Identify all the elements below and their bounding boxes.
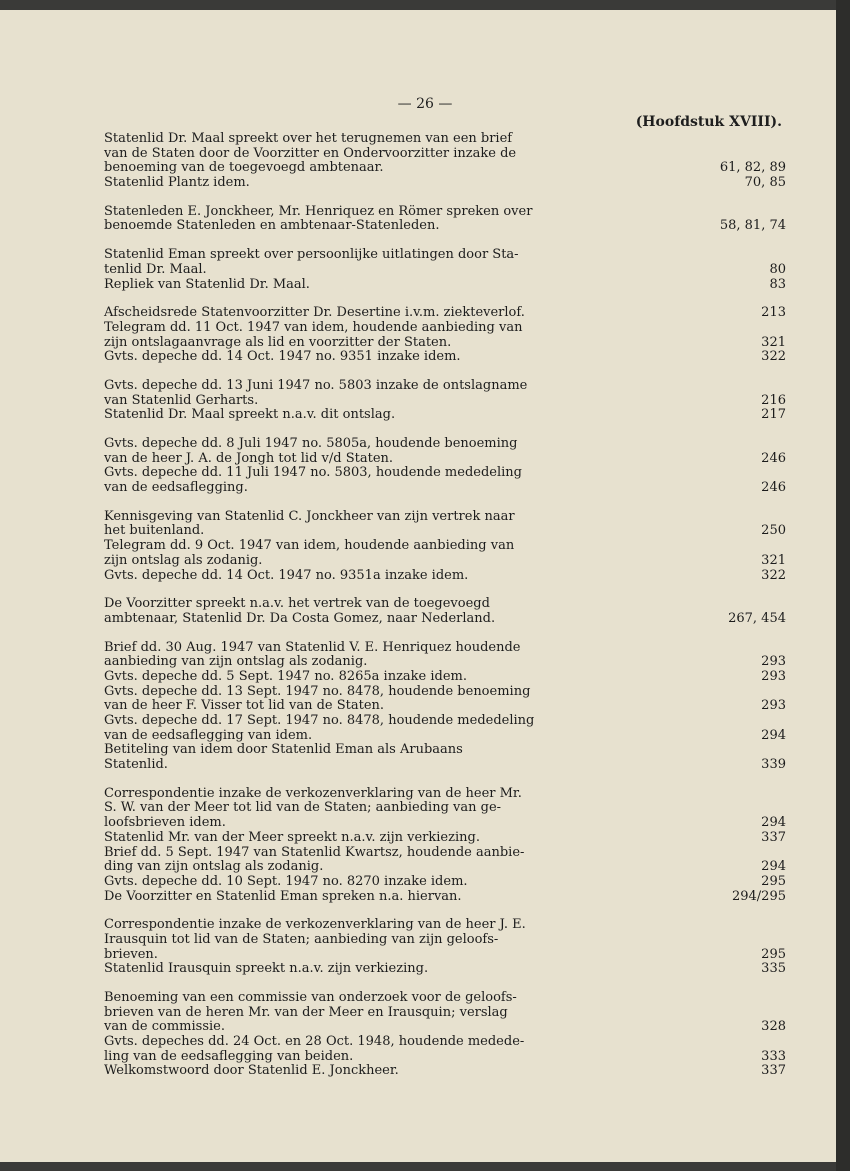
entry-text: Welkomstwoord door Statenlid E. Jonckheer. bbox=[104, 1063, 399, 1079]
page-reference: 80 bbox=[769, 261, 786, 277]
entry-text: van de heer F. Visser tot lid van de Staten. bbox=[104, 698, 385, 714]
entry-line bbox=[104, 350, 786, 365]
entry-line bbox=[104, 394, 786, 409]
entry-line bbox=[104, 1050, 786, 1065]
entry-line bbox=[104, 655, 786, 670]
entry-line bbox=[104, 466, 786, 481]
page-reference: 83 bbox=[769, 276, 786, 292]
entry-text: brieven. bbox=[104, 946, 158, 962]
entry-text: Telegram dd. 11 Oct. 1947 van idem, houdende aanbieding van bbox=[104, 319, 523, 335]
index-entry bbox=[104, 641, 786, 773]
entry-text: van de eedsaflegging van idem. bbox=[104, 727, 313, 743]
entry-line bbox=[104, 306, 786, 321]
entry-line bbox=[104, 132, 786, 147]
page-reference: 335 bbox=[761, 961, 786, 977]
entry-text: Afscheidsrede Statenvoorzitter Dr. Desertine i.v.m. ziekteverlof. bbox=[104, 305, 525, 321]
scan-edge bbox=[836, 0, 850, 1171]
index-entry bbox=[104, 510, 786, 583]
page-reference: 250 bbox=[761, 523, 786, 539]
entry-text: Statenleden E. Jonckheer, Mr. Henriquez en Römer spreken over bbox=[104, 203, 533, 219]
entry-line bbox=[104, 539, 786, 554]
entry-line bbox=[104, 758, 786, 773]
entry-line bbox=[104, 219, 786, 234]
page-reference: 246 bbox=[761, 450, 786, 466]
entry-line bbox=[104, 860, 786, 875]
page-number: — 26 — bbox=[397, 96, 453, 112]
entry-text: van de Staten door de Voorzitter en Ondervoorzitter inzake de bbox=[104, 145, 517, 161]
entry-text: Brief dd. 30 Aug. 1947 van Statenlid V. E. Henriquez houdende bbox=[104, 639, 521, 655]
entry-text: Benoeming van een commissie van onderzoek voor de geloofs- bbox=[104, 990, 517, 1005]
entry-line bbox=[104, 641, 786, 656]
entry-text: van de commissie. bbox=[104, 1019, 225, 1035]
index-entry bbox=[104, 918, 786, 977]
entry-text: ding van zijn ontslag als zodanig. bbox=[104, 859, 324, 875]
page-reference: 294/295 bbox=[731, 888, 786, 904]
entry-text: Statenlid Eman spreekt over persoonlijke uitlatingen door Sta- bbox=[104, 247, 519, 263]
index-entry bbox=[104, 597, 786, 626]
entry-text: Gvts. depeche dd. 14 Oct. 1947 no. 9351 inzake idem. bbox=[104, 349, 461, 365]
entry-line bbox=[104, 161, 786, 176]
entry-line bbox=[104, 787, 786, 802]
entry-text: Gvts. depeche dd. 14 Oct. 1947 no. 9351a inzake idem. bbox=[104, 567, 469, 583]
entry-text: Correspondentie inzake de verkozenverklaring van de heer Mr. bbox=[104, 785, 522, 801]
entry-text: Gvts. depeche dd. 5 Sept. 1947 no. 8265a inzake idem. bbox=[104, 668, 468, 684]
entry-line bbox=[104, 918, 786, 933]
entry-line bbox=[104, 1035, 786, 1050]
page-reference: 322 bbox=[761, 349, 786, 365]
entry-text: van Statenlid Gerharts. bbox=[104, 392, 259, 408]
entry-line bbox=[104, 991, 786, 1006]
page-reference: 293 bbox=[761, 654, 786, 670]
entry-line bbox=[104, 554, 786, 569]
page-reference: 293 bbox=[761, 698, 786, 714]
entry-line bbox=[104, 612, 786, 627]
entry-text: De Voorzitter en Statenlid Eman spreken n.a. hiervan. bbox=[104, 888, 462, 904]
page-reference: 337 bbox=[761, 1063, 786, 1079]
entry-line bbox=[104, 948, 786, 963]
page-reference: 321 bbox=[761, 334, 786, 350]
page-reference: 217 bbox=[761, 407, 786, 423]
entry-line bbox=[104, 1020, 786, 1035]
entry-text: S. W. van der Meer tot lid van de Staten; aanbieding van ge- bbox=[104, 800, 502, 816]
entry-text: Gvts. depeche dd. 13 Juni 1947 no. 5803 inzake de ontslagname bbox=[104, 377, 528, 393]
page-reference: 216 bbox=[761, 392, 786, 408]
entry-line bbox=[104, 831, 786, 846]
entry-text: benoeming van de toegevoegd ambtenaar. bbox=[104, 160, 384, 176]
entry-text: Gvts. depeche dd. 8 Juli 1947 no. 5805a, houdende benoeming bbox=[104, 436, 518, 451]
entry-line bbox=[104, 801, 786, 816]
entry-text: Gvts. depeche dd. 11 Juli 1947 no. 5803, houdende mededeling bbox=[104, 465, 522, 481]
index-entry bbox=[104, 306, 786, 365]
entry-line bbox=[104, 714, 786, 729]
document-page bbox=[0, 10, 836, 1162]
page-reference: 70, 85 bbox=[744, 175, 786, 191]
page-reference: 294 bbox=[761, 727, 786, 743]
entry-text: De Voorzitter spreekt n.a.v. het vertrek van de toegevoegd bbox=[104, 596, 490, 612]
page-reference: 322 bbox=[761, 567, 786, 583]
entry-text: zijn ontslag als zodanig. bbox=[104, 552, 263, 568]
entry-text: Statenlid Mr. van der Meer spreekt n.a.v. zijn verkiezing. bbox=[104, 829, 480, 845]
entry-line bbox=[104, 743, 786, 758]
entry-text: loofsbrieven idem. bbox=[104, 815, 226, 831]
page-reference: 61, 82, 89 bbox=[719, 160, 786, 176]
entry-text: Gvts. depeches dd. 24 Oct. en 28 Oct. 1948, houdende medede- bbox=[104, 1034, 525, 1050]
entry-text: benoemde Statenleden en ambtenaar-Statenleden. bbox=[104, 218, 440, 234]
entry-text: van de heer J. A. de Jongh tot lid v/d Staten. bbox=[104, 450, 394, 466]
page-reference: 295 bbox=[761, 873, 786, 889]
entry-line bbox=[104, 685, 786, 700]
page-reference: 337 bbox=[761, 829, 786, 845]
entry-line bbox=[104, 846, 786, 861]
entry-text: het buitenland. bbox=[104, 523, 205, 539]
entry-text: Telegram dd. 9 Oct. 1947 van idem, houdende aanbieding van bbox=[104, 538, 515, 554]
entry-text: Statenlid Dr. Maal spreekt n.a.v. dit ontslag. bbox=[104, 407, 396, 423]
entry-text: Gvts. depeche dd. 10 Sept. 1947 no. 8270 inzake idem. bbox=[104, 873, 468, 889]
page-reference: 295 bbox=[761, 946, 786, 962]
entry-text: Statenlid Plantz idem. bbox=[104, 175, 250, 191]
entry-line bbox=[104, 569, 786, 584]
entry-line bbox=[104, 816, 786, 831]
entry-text: ling van de eedsaflegging van beiden. bbox=[104, 1048, 354, 1064]
index-entry bbox=[104, 991, 786, 1079]
index-entry bbox=[104, 205, 786, 234]
entry-text: ambtenaar, Statenlid Dr. Da Costa Gomez, naar Nederland. bbox=[104, 610, 496, 626]
entry-text: Betiteling van idem door Statenlid Eman als Arubaans bbox=[104, 742, 463, 758]
index-entry bbox=[104, 379, 786, 423]
entry-line bbox=[104, 278, 786, 293]
entry-line bbox=[104, 336, 786, 351]
page-reference: 58, 81, 74 bbox=[719, 218, 786, 234]
entry-line bbox=[104, 379, 786, 394]
entry-text: aanbieding van zijn ontslag als zodanig. bbox=[104, 654, 368, 670]
entry-text: Irausquin tot lid van de Staten; aanbieding van zijn geloofs- bbox=[104, 931, 499, 947]
index-entry bbox=[104, 248, 786, 292]
entry-line bbox=[104, 962, 786, 977]
entry-text: Statenlid. bbox=[104, 757, 168, 773]
entry-text: brieven van de heren Mr. van der Meer en Irausquin; verslag bbox=[104, 1004, 508, 1020]
entry-line bbox=[104, 875, 786, 890]
page-reference: 246 bbox=[761, 480, 786, 496]
entry-line bbox=[104, 890, 786, 905]
entry-line bbox=[104, 729, 786, 744]
entry-text: Gvts. depeche dd. 13 Sept. 1947 no. 8478, houdende benoeming bbox=[104, 683, 531, 699]
index-entry bbox=[104, 787, 786, 905]
page-reference: 294 bbox=[761, 859, 786, 875]
entry-text: Gvts. depeche dd. 17 Sept. 1947 no. 8478, houdende mededeling bbox=[104, 713, 535, 728]
page-reference: 293 bbox=[761, 668, 786, 684]
entry-text: tenlid Dr. Maal. bbox=[104, 261, 207, 277]
entry-line bbox=[104, 1006, 786, 1021]
page-reference: 294 bbox=[761, 815, 786, 831]
entry-line bbox=[104, 176, 786, 191]
entry-line bbox=[104, 699, 786, 714]
page-reference: 339 bbox=[761, 757, 786, 773]
entry-text: Kennisgeving van Statenlid C. Jonckheer van zijn vertrek naar bbox=[104, 508, 515, 524]
page-reference: 328 bbox=[761, 1019, 786, 1035]
entry-text: Repliek van Statenlid Dr. Maal. bbox=[104, 276, 310, 292]
entry-text: Brief dd. 5 Sept. 1947 van Statenlid Kwartsz, houdende aanbie- bbox=[104, 844, 525, 860]
index-entries bbox=[104, 132, 786, 1093]
entry-line bbox=[104, 321, 786, 336]
entry-line bbox=[104, 933, 786, 948]
page-reference: 321 bbox=[761, 552, 786, 568]
entry-text: Statenlid Dr. Maal spreekt over het terugnemen van een brief bbox=[104, 131, 513, 146]
entry-text: Correspondentie inzake de verkozenverklaring van de heer J. E. bbox=[104, 917, 526, 933]
page-reference: 213 bbox=[761, 305, 786, 321]
chapter-heading: (Hoofdstuk XVIII). bbox=[635, 114, 782, 130]
entry-line bbox=[104, 248, 786, 263]
page-reference: 333 bbox=[761, 1048, 786, 1064]
entry-line bbox=[104, 670, 786, 685]
entry-line bbox=[104, 263, 786, 278]
entry-line bbox=[104, 147, 786, 162]
entry-line bbox=[104, 1064, 786, 1079]
index-entry bbox=[104, 437, 786, 496]
index-entry bbox=[104, 132, 786, 191]
entry-line bbox=[104, 510, 786, 525]
entry-line bbox=[104, 452, 786, 467]
entry-line bbox=[104, 597, 786, 612]
entry-line bbox=[104, 437, 786, 452]
entry-text: Statenlid Irausquin spreekt n.a.v. zijn verkiezing. bbox=[104, 961, 429, 977]
page-reference: 267, 454 bbox=[728, 610, 786, 626]
entry-line bbox=[104, 524, 786, 539]
entry-line bbox=[104, 205, 786, 220]
entry-text: zijn ontslagaanvrage als lid en voorzitter der Staten. bbox=[104, 334, 452, 350]
entry-text: van de eedsaflegging. bbox=[104, 480, 248, 496]
entry-line bbox=[104, 481, 786, 496]
entry-line bbox=[104, 408, 786, 423]
